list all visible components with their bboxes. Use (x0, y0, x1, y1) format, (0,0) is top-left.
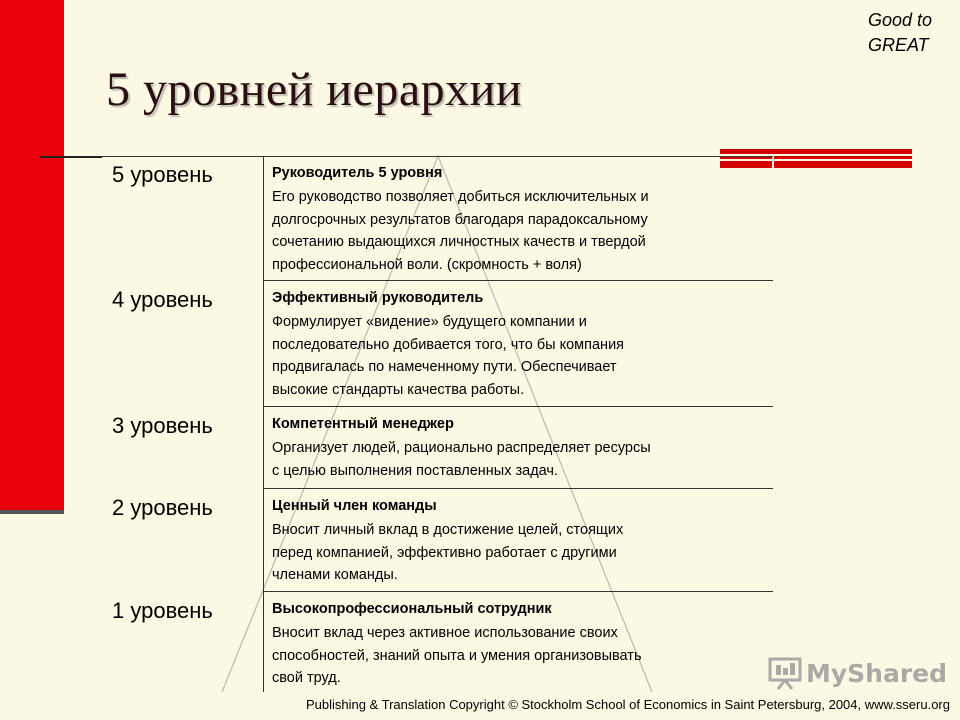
level-label: 4 уровень (112, 287, 213, 312)
level-row (102, 489, 773, 592)
level-label: 5 уровень (112, 162, 213, 187)
level-label: 3 уровень (112, 413, 213, 438)
brand-line-1: Good to (868, 10, 933, 30)
footer-copyright: Publishing & Translation Copyright © Stockholm School of Economics in Saint Petersburg, 2004, www.sseru.org (305, 697, 950, 712)
level-heading: Высокопрофессиональный сотрудник (272, 601, 552, 617)
level-row (102, 407, 773, 489)
watermark (768, 655, 947, 691)
level-row (102, 281, 773, 407)
level-desc-line: Организует людей, рационально распределяет ресурсы (272, 440, 651, 456)
level-desc-line: способностей, знаний опыта и умения организовывать (272, 647, 642, 664)
red-side-bar (0, 0, 64, 512)
level-desc-line: продвигалась по намеченному пути. Обеспечивает (272, 359, 617, 375)
brand-label (868, 8, 958, 58)
level-desc-line: свой труд. (272, 670, 341, 686)
level-desc-line: профессиональной воли. (скромность + воля) (272, 256, 582, 273)
decor-line-left (40, 156, 102, 158)
slide-title: 5 уровней иерархии (106, 63, 523, 116)
level-desc-line: сочетанию выдающихся личностных качеств и твердой (272, 234, 646, 250)
level-heading: Ценный член команды (272, 498, 437, 514)
level-row (102, 592, 773, 692)
brand-line-2: GREAT (868, 35, 929, 55)
level-desc-line: членами команды. (272, 567, 398, 583)
level-desc-line: долгосрочных результатов благодаря парадоксальному (272, 211, 648, 228)
watermark-text: MyShared (806, 658, 948, 688)
level-desc-line: перед компанией, эффективно работает с другими (272, 544, 617, 561)
level-desc-line: Вносит личный вклад в достижение целей, стоящих (272, 522, 624, 538)
level-desc-line: высокие стандарты качества работы. (272, 381, 525, 398)
level-label: 2 уровень (112, 495, 213, 520)
level-desc-line: Вносит вклад через активное использование своих (272, 625, 618, 641)
presentation-board-icon (768, 656, 802, 690)
level-desc-line: Его руководство позволяет добиться исключительных и (272, 189, 649, 205)
level-heading: Руководитель 5 уровня (272, 165, 443, 181)
red-bar-shadow (0, 510, 64, 514)
level-row (102, 156, 773, 281)
level-heading: Компетентный менеджер (272, 416, 454, 432)
level-label: 1 уровень (112, 598, 213, 623)
level-desc-line: последовательно добивается того, что бы компания (272, 336, 625, 353)
level-desc-line: Формулирует «видение» будущего компании и (272, 314, 587, 330)
level-heading: Эффективный руководитель (272, 290, 484, 306)
level-desc-line: с целью выполнения поставленных задач. (272, 462, 558, 479)
